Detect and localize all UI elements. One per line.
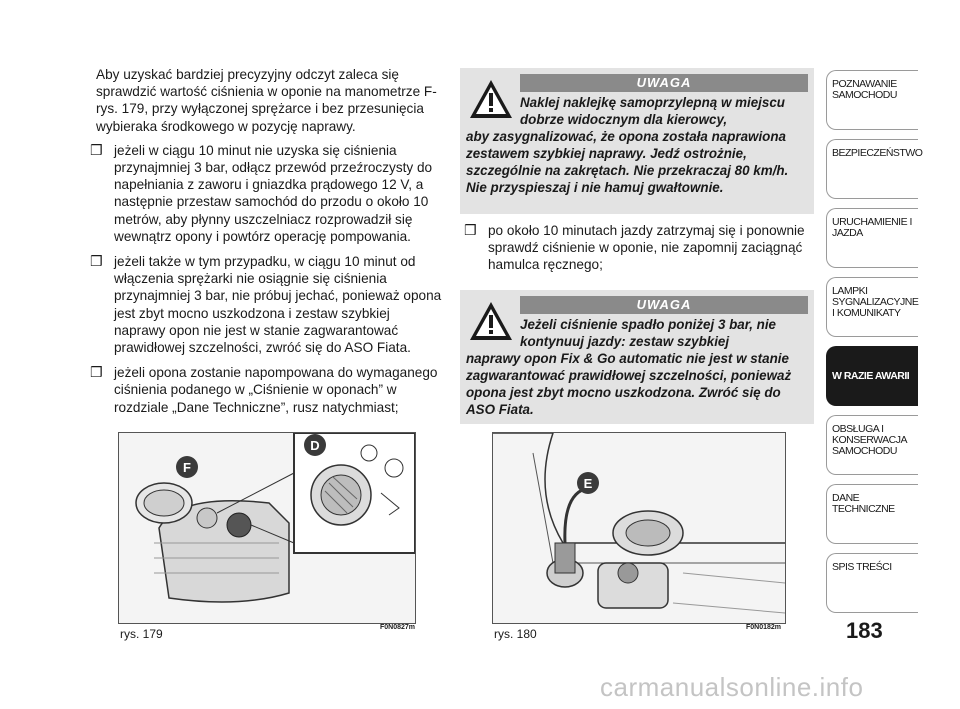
list-item <box>88 253 444 356</box>
watermark: carmanualsonline.info <box>600 672 864 702</box>
warning-triangle-icon <box>468 300 514 342</box>
warning-title: UWAGA <box>520 296 808 314</box>
figure-compressor <box>118 432 416 624</box>
figure-socket <box>492 432 786 624</box>
warning-box <box>460 68 814 214</box>
warning-title: UWAGA <box>520 74 808 92</box>
figure-code: F0N0827m <box>380 624 416 631</box>
checkbox-bullet-icon: ❒ <box>90 142 103 159</box>
warning-box <box>460 290 814 424</box>
list-item-text: po około 10 minutach jazdy zatrzymaj się i ponownie sprawdź ciśnienie w oponie, nie zapomnij zaciągnąć hamulca ręcznego; <box>488 223 805 273</box>
intro-paragraph: Aby uzyskać bardziej precyzyjny odczyt zaleca się sprawdzić wartość ciśnienia w oponie na manometrze F-rys. 179, przy wyłączonej sprężarce i bez przesunięcia wybieraka środkowego w pozycję naprawy. <box>96 67 437 134</box>
figure-code: F0N0182m <box>746 624 782 631</box>
tab-bezpieczenstwo[interactable]: BEZPIECZEŃSTWO <box>826 139 918 199</box>
warning-text: naprawy opon Fix & Go automatic nie jest w stanie zagwarantować prawidłowej szczelności, ponieważ opona jest zbyt mocno uszkodzona. Zwróć się do ASO Fiata. <box>466 351 792 417</box>
left-column <box>88 66 444 424</box>
tab-obsluga-i-konserwacja[interactable]: OBSŁUGA I KONSERWACJA SAMOCHODU <box>826 415 918 475</box>
checkbox-bullet-icon: ❒ <box>90 254 103 271</box>
tab-lampki-sygnalizacyjne[interactable]: LAMPKI SYGNALIZACYJNE I KOMUNIKATY <box>826 277 918 337</box>
list-item <box>88 364 444 416</box>
warning-triangle-icon <box>468 78 514 120</box>
warning-text: Naklej naklejkę samoprzylepną w miejscu dobrze widocznym dla kierowcy, <box>520 95 785 127</box>
list-item-text: jeżeli także w tym przypadku, w ciągu 10 minut od włączenia sprężarki nie osiągnie się ciśnienia przynajmniej 3 bar, nie próbuj jechać, ponieważ opona jest zbyt mocno uszkodzona i zestaw szybkiej naprawy opon nie jest w stanie zagwarantować prawidłowej szczelności, zwróć się do ASO Fiata. <box>114 254 442 356</box>
list-item <box>462 222 838 274</box>
tab-spis-tresci[interactable]: SPIS TREŚCI <box>826 553 918 613</box>
tab-uruchamienie-i-jazda[interactable]: URUCHAMIENIE I JAZDA <box>826 208 918 268</box>
figure-caption: rys. 179 <box>120 627 163 641</box>
warning-text: aby zasygnalizować, że opona została naprawiona zestawem szybkiej naprawy. Jedź ostrożnie, szczególnie na zakrętach. Nie przekraczaj 80 km/h. Nie przyspieszaj i nie hamuj gwałtownie. <box>466 129 789 195</box>
compressor-illustration <box>119 433 415 623</box>
list-item <box>88 142 444 245</box>
list-item-text: jeżeli opona zostanie napompowana do wymaganego ciśnienia podanego w „Ciśnienie w oponach” w rozdziale „Dane Techniczne”, rusz natychmiast; <box>114 365 438 415</box>
socket-illustration <box>493 433 785 623</box>
list-item-text: jeżeli w ciągu 10 minut nie uzyska się ciśnienia przynajmniej 3 bar, odłącz przewód przeźroczysty do napełniania z zaworu i gniazdka prądowego 12 V, a następnie przestaw samochód do przodu o około 10 metrów, aby płynny uszczelniacz rozprowadził się wewnątrz opony i powtórz operację pompowania. <box>114 142 433 244</box>
figure-caption: rys. 180 <box>494 627 537 641</box>
checkbox-bullet-icon: ❒ <box>464 223 477 239</box>
label-d: D <box>310 438 320 453</box>
warning-text: Jeżeli ciśnienie spadło poniżej 3 bar, nie kontynuuj jazdy: zestaw szybkiej <box>520 317 776 349</box>
page-number: 183 <box>846 618 883 643</box>
checkbox-bullet-icon: ❒ <box>90 365 103 382</box>
chapter-tabs <box>826 70 923 622</box>
label-f: F <box>183 460 191 475</box>
tab-w-razie-awarii[interactable]: W RAZIE AWARII <box>826 346 918 406</box>
tab-poznawanie-samochodu[interactable]: POZNAWANIE SAMOCHODU <box>826 70 918 130</box>
tab-dane-techniczne[interactable]: DANE TECHNICZNE <box>826 484 918 544</box>
label-e: E <box>583 476 593 491</box>
